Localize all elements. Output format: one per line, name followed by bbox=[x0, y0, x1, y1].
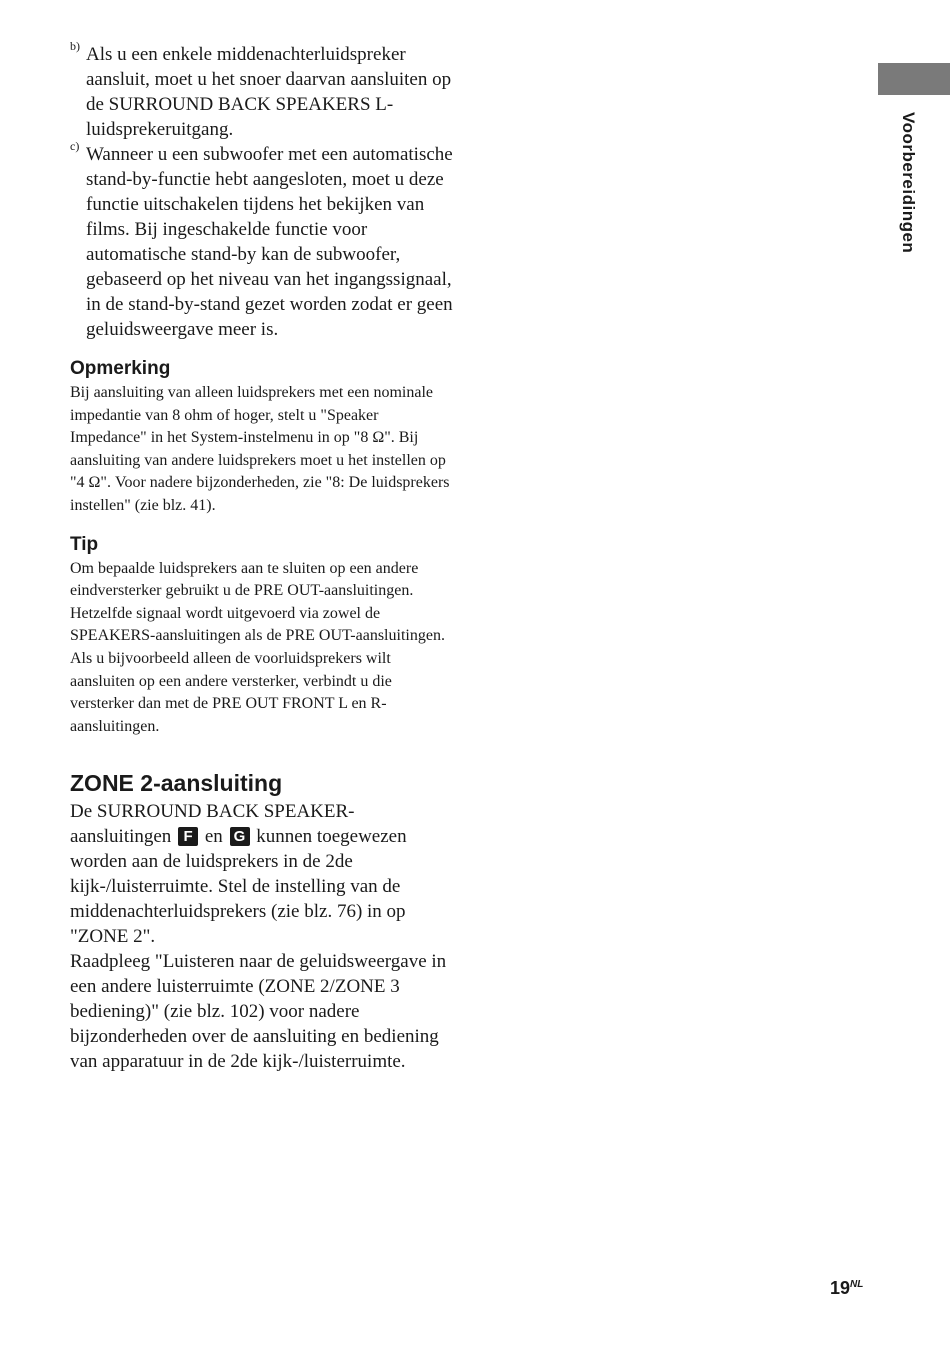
page-language-code: NL bbox=[850, 1279, 864, 1290]
footnote-c bbox=[70, 139, 455, 342]
footnote-mark: c) bbox=[70, 139, 80, 153]
zone2-text-after: kunnen toegewezen worden aan de luidsprekers in de 2de kijk-/luisterruimte. Stel de instelling van de middenachterluidsprekers (zie blz. 76) in op "ZONE 2". bbox=[70, 826, 407, 948]
footnote-text: Als u een enkele middenachterluidspreker aansluit, moet u het snoer daarvan aansluiten op de SURROUND BACK SPEAKERS L-luidsprekeruitgang. bbox=[86, 44, 452, 140]
section-side-label: Voorbereidingen bbox=[899, 112, 918, 254]
footnote-b bbox=[70, 39, 455, 142]
page-number bbox=[830, 1278, 863, 1299]
page-number-value: 19 bbox=[830, 1278, 851, 1298]
zone2-text-before: De SURROUND BACK SPEAKER-aansluitingen bbox=[70, 801, 355, 848]
zone2-heading: ZONE 2-aansluiting bbox=[70, 770, 283, 797]
zone2-paragraph-1 bbox=[70, 799, 455, 949]
footnote-text: Wanneer u een subwoofer met een automatische stand-by-functie hebt aangesloten, moet u deze functie uitschakelen tijdens het bekijken van films. Bij ingeschakelde functie voor automatische stand-by kan de subwoofer, gebaseerd op het niveau van het ingangssignaal, in de stand-by-stand gezet worden zodat er geen geluidsweergave meer is. bbox=[86, 144, 453, 340]
tip-text: Om bepaalde luidsprekers aan te sluiten op een andere eindversterker gebruikt u de PRE OUT-aansluitingen. Hetzelfde signaal wordt uitgevoerd via zowel de SPEAKERS-aansluitingen als de PRE OUT-aansluitingen. Als u bijvoorbeeld alleen de voorluidsprekers wilt aansluiten op een andere versterker, verbindt u die versterker dan met de PRE OUT FRONT L en R-aansluitingen. bbox=[70, 559, 445, 735]
zone2-text-mid: en bbox=[200, 826, 228, 848]
terminal-f-label: F bbox=[178, 827, 198, 846]
note-heading: Opmerking bbox=[70, 358, 171, 379]
terminal-g-label: G bbox=[230, 827, 250, 846]
section-tab-marker bbox=[878, 63, 950, 95]
zone2-paragraph-2: Raadpleeg "Luisteren naar de geluidsweergave in een andere luisterruimte (ZONE 2/ZONE 3 bediening)" (zie blz. 102) voor nadere bijzonderheden over de aansluiting en bediening van apparatuur in de 2de kijk-/luisterruimte. bbox=[70, 951, 447, 1073]
tip-heading: Tip bbox=[70, 533, 99, 555]
note-text: Bij aansluiting van alleen luidsprekers met een nominale impedantie van 8 ohm of hoger, stelt u "Speaker Impedance" in het System-instelmenu in op "8 Ω". Bij aansluiting van andere luidsprekers moet u het instellen op "4 Ω". Voor nadere bijzonderheden, zie "8: De luidsprekers instellen" (zie blz. 41). bbox=[70, 384, 450, 514]
footnote-mark: b) bbox=[70, 39, 80, 53]
text-column bbox=[70, 39, 455, 1074]
